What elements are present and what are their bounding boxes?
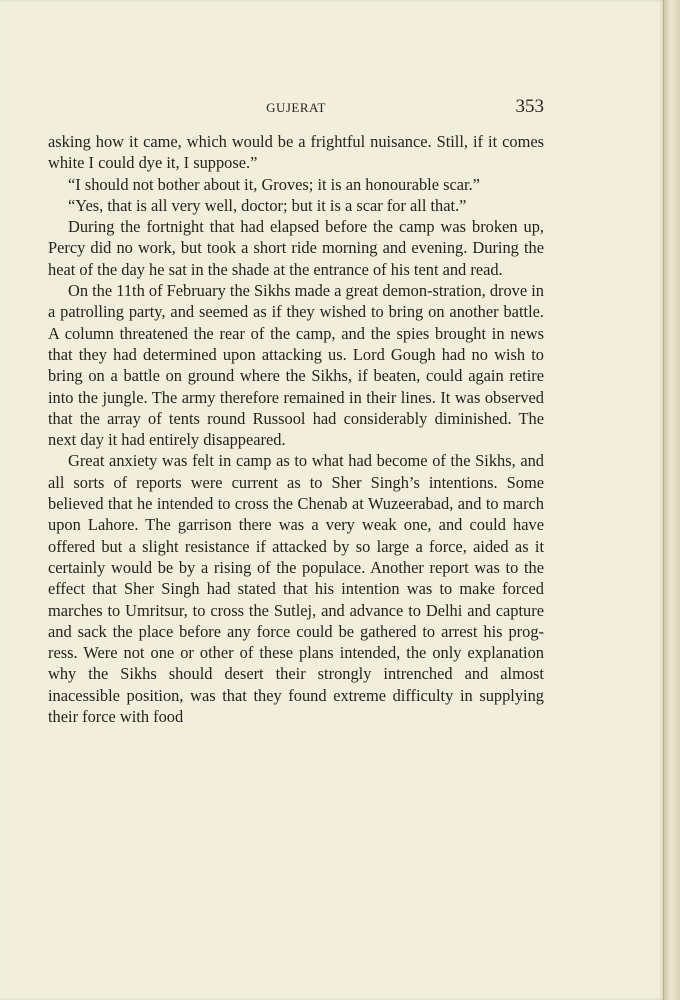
paragraph: During the fortnight that had elapsed before the camp was broken up, Percy did no work, but took a short ride morning and evening. During the heat of the day he sat in the shade at the entrance of his tent and read. [48,217,544,279]
body-text [48,131,544,727]
running-head: GUJERAT [266,100,326,115]
page-edge [663,0,680,1000]
paragraph: “I should not bother about it, Groves; it is an honourable scar.” [68,174,480,194]
paragraph: asking how it came, which would be a frightful nuisance. Still, if it comes white I could dye it, I suppose.” [48,132,544,173]
page-header [48,96,544,120]
page-number: 353 [515,96,544,117]
paragraph: Great anxiety was felt in camp as to what had become of the Sikhs, and all sorts of reports were current as to Sher Singh’s intentions. Some believed that he intended to cross the Chenab at Wuzeerabad, and to march upon Lahore. The garrison there was a very weak one, and could have offered but a slight resistance if attacked by so large a force, aided as it certainly would be by a rising of the populace. Another report was to the effect that Sher Singh had stated that his intention was to make forced marches to Umritsur, to cross the Sutlej, and advance to Delhi and capture and sack the place before any force could be gathered to arrest his prog-ress. Were not one or other of these plans intended, the only explanation why the Sikhs should desert their strongly intrenched and almost inacessible position, was that they found extreme difficulty in supplying their force with food [48,451,544,727]
paragraph: “Yes, that is all very well, doctor; but it is a scar for all that.” [68,195,467,215]
paragraph: On the 11th of February the Sikhs made a great demon-stration, drove in a patrolling party, and seemed as if they wished to bring on another battle. A column threatened the rear of the camp, and the spies brought in news that they had determined upon attacking us. Lord Gough had no wish to bring on a battle on ground where the Sikhs, if beaten, could again retire into the jungle. The army therefore remained in their lines. It was observed that the array of tents round Russool had considerably diminished. The next day it had entirely disappeared. [48,281,544,450]
